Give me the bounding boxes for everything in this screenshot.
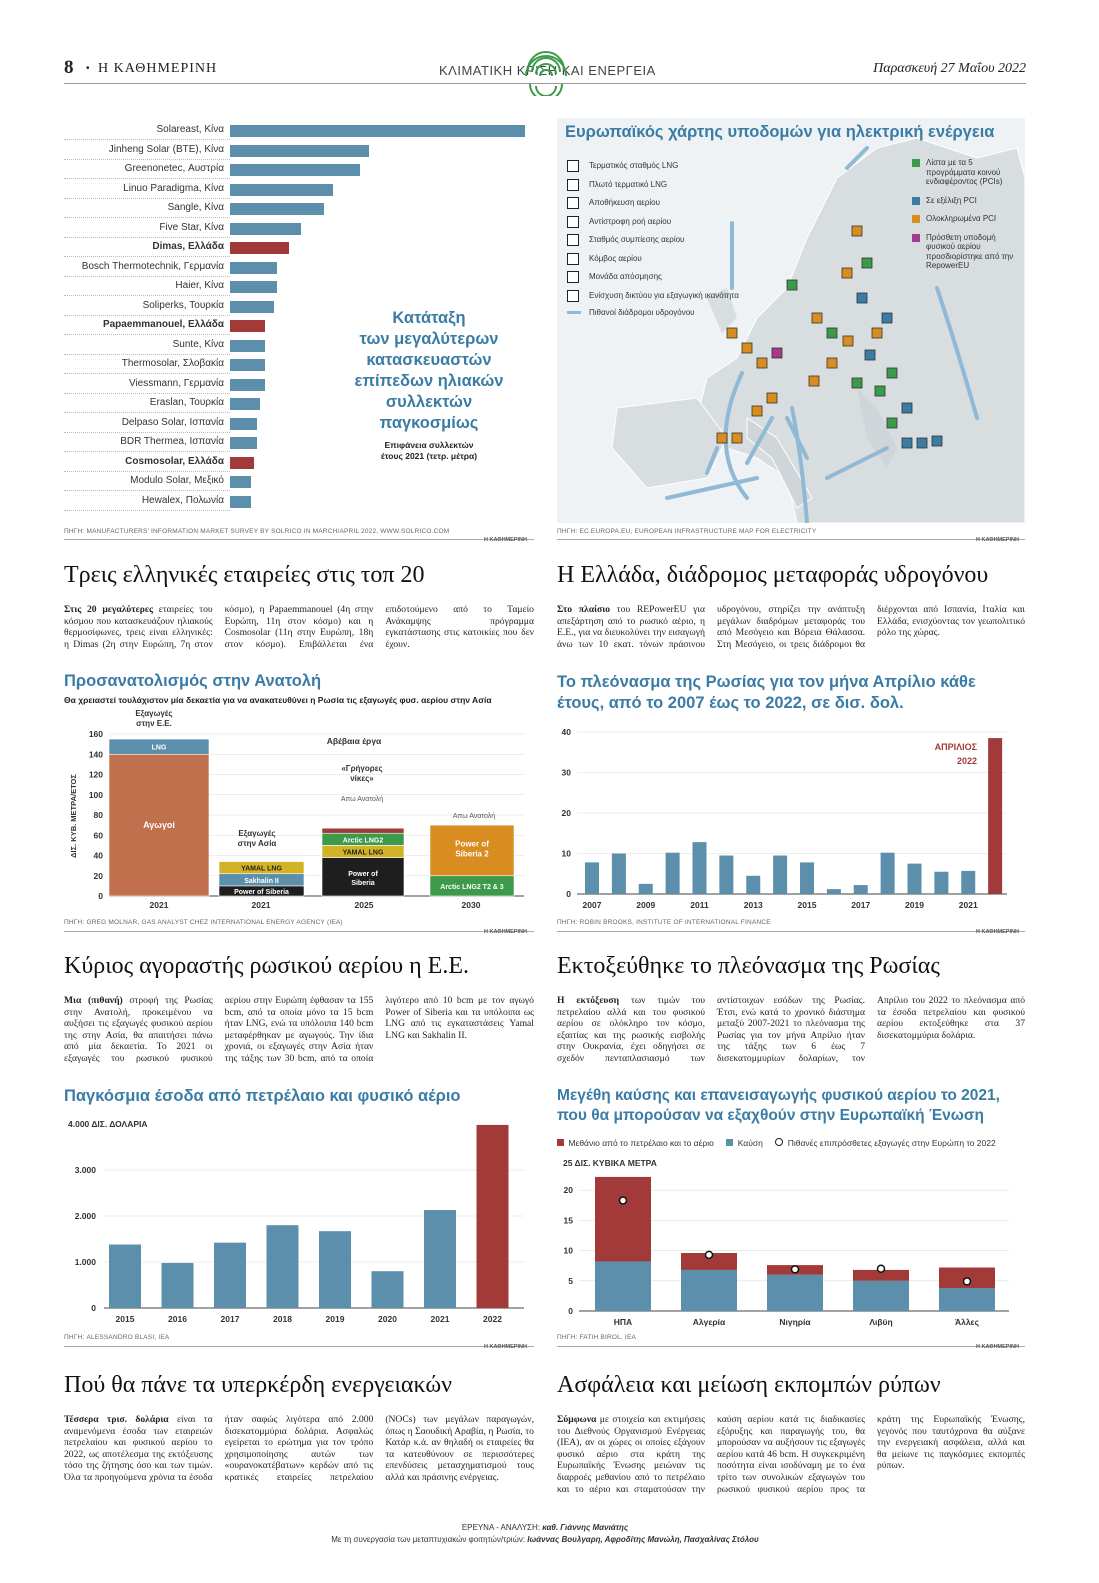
map-source: ΠΗΓΗ: EC.EUROPA.EU, EUROPEAN INFRASTRUCTURE MAP FOR ELECTRICITY: [557, 528, 817, 535]
map-legend-item: [567, 271, 739, 290]
surplus-source: ΠΗΓΗ: ROBIN BROOKS, INSTITUTE OF INTERNATIONAL FINANCE: [557, 919, 771, 926]
legend-text: Πλωτό τερματικό LNG: [589, 179, 668, 189]
bar: [230, 145, 369, 157]
fingerprint-logo-icon: [520, 40, 572, 96]
bar: [230, 203, 324, 215]
article-body: [64, 995, 534, 1067]
bar: [109, 1245, 141, 1308]
bar-label: BDR Thermea, Ισπανία: [120, 436, 224, 447]
annotation: Απω Ανατολή: [452, 813, 496, 820]
bar: [230, 125, 525, 137]
revenue-source: ΠΗΓΗ: ALESSANDRO BLASI, IEA: [64, 1334, 170, 1341]
x-tick-label: 2021: [251, 900, 271, 910]
legend-text: Αποθήκευση αερίου: [589, 198, 660, 208]
bar: [214, 1243, 246, 1308]
bar-label: Jinheng Solar (BTE), Κίνα: [108, 143, 224, 155]
row-divider: [64, 276, 230, 277]
infrastructure-icon: [567, 253, 579, 265]
y-tick-label: 60: [93, 830, 103, 841]
annotation: «Γρήγορες: [341, 764, 383, 773]
bar-segment: [767, 1275, 823, 1311]
y-tick-label: 140: [88, 749, 103, 760]
segment-label: LNG: [151, 744, 167, 752]
revenue-chart-title: Παγκόσμια έσοδα από πετρέλαιο και φυσικό αέριο: [64, 1087, 461, 1105]
y-tick-label: 5: [568, 1275, 573, 1286]
bar-label: Greenonetec, Αυστρία: [124, 163, 224, 174]
surplus-chart-title: [557, 672, 987, 714]
bar: [693, 842, 707, 894]
map-legend-list: [567, 160, 739, 327]
bar-label: Papaemmanouel, Ελλάδα: [102, 319, 224, 330]
segment-label: Αγωγοί: [143, 820, 175, 831]
segment-label: Power of: [455, 839, 489, 849]
bar: [477, 1125, 509, 1308]
solar-subtitle-line: Επιφάνεια συλλεκτών: [384, 440, 474, 450]
annotation: νίκες»: [350, 774, 374, 783]
bar: [230, 379, 265, 391]
y-tick-label: 0: [568, 1306, 573, 1316]
credit-label: Η ΚΑΘΗΜΕΡΙΝΗ: [976, 929, 1019, 935]
bar: [746, 876, 760, 894]
data-point: [620, 1197, 627, 1204]
bar: [230, 320, 265, 332]
legend-text: Λίστα με τα 5 προγράμματα κοινού ενδιαφέροντος (PCIs): [926, 158, 1003, 186]
solar-title-line: συλλεκτών: [385, 393, 473, 411]
bar: [827, 889, 841, 894]
row-divider: [64, 373, 230, 374]
article-text: εταιρείες του κόσμου που κατασκευάζουν ηλιακούς θερμοσίφωνες, τρεις είναι ελληνικές: η Dimas (2η στην Ευρώπη, 7η στον κόσμο), η Papaemmanouel (4η στην Ευρώπη, 11η στον κόσμο) και η Cosmosolar (11η στην Ευρώπη, 18η στον κόσμο). Επιβάλλεται ένα επιδοτούμενο από το Ταμείο Ανάκαμψης πρόγραμμα εγκατάστασης στις κατοικίες που δεν έχουν.: [64, 604, 534, 650]
bar-label: Modulo Solar, Μεξικό: [130, 475, 224, 486]
x-tick-label: Αλγερία: [692, 1317, 726, 1327]
x-tick-label: 2018: [273, 1314, 292, 1324]
surplus-chart: [557, 722, 1025, 916]
data-point: [964, 1278, 971, 1285]
bar: [908, 864, 922, 894]
bar-label: Bosch Thermotechnik, Γερμανία: [81, 260, 224, 272]
bar-label: Thermosolar, Σλοβακία: [121, 358, 224, 369]
bar: [961, 871, 975, 894]
row-divider: [64, 217, 230, 218]
y-tick-label: 100: [88, 789, 103, 800]
bullet-icon: •: [86, 63, 90, 74]
flaring-source: ΠΗΓΗ: FATIH BIROL, IEA: [557, 1334, 637, 1341]
annotation: Εξαγωγές: [135, 709, 173, 718]
row-divider: [64, 295, 230, 296]
map-legend-left: [567, 160, 739, 327]
row-divider: [64, 510, 230, 511]
y-tick-label: 1.000: [74, 1257, 96, 1267]
issue-date: Παρασκευή 27 Μαΐου 2022: [873, 61, 1026, 76]
segment-label: Sakhalin II: [244, 877, 279, 885]
bar-label: Linuo Paradigma, Κίνα: [123, 182, 224, 194]
divider: [557, 539, 1025, 540]
y-tick-label: 10: [563, 1245, 573, 1256]
y-tick-label: 120: [88, 769, 103, 780]
segment-label: Siberia: [351, 879, 375, 887]
bar: [230, 242, 289, 254]
solar-title-line: επίπεδων ηλιακών: [354, 372, 504, 390]
map-legend-item: [912, 233, 1022, 271]
annotation: Εξαγωγές: [238, 829, 276, 838]
revenue-chart: [64, 1112, 534, 1332]
row-divider: [64, 412, 230, 413]
bar: [230, 496, 251, 508]
east-chart: [64, 706, 534, 916]
legend-label: Μεθάνιο από το πετρέλαιο και το αέριο: [568, 1138, 714, 1148]
article-text: του REPowerEU για απεξάρτηση από το ρωσικό αέριο, η Ε.Ε., για να διευκολύνει την εισαγωγή άνω των 10 εκατ. τόνων πράσινου υδρογόνου, στηρίζει την ανάπτυξη μεγάλων διαδρόμων μεταφοράς του από Μεσόγειο και Βόρεια Θάλασσα. Στη Μεσόγειο, οι τρεις διάδρομοι θα διέρχονται από Ισπανία, Ιταλία και Ελλάδα, ενισχύοντας τον γεωπολιτικό ρόλο της χώρας.: [557, 604, 1025, 650]
row-divider: [64, 451, 230, 452]
bar: [881, 853, 895, 894]
bar: [319, 1231, 351, 1308]
y-tick-label: 160: [88, 729, 103, 739]
footer-line-1: [64, 1523, 1026, 1532]
bar: [230, 301, 274, 313]
annotation: στην Ε.Ε.: [136, 719, 172, 728]
row-divider: [64, 198, 230, 199]
divider: [64, 931, 534, 932]
x-tick-label: 2013: [743, 900, 763, 910]
headline: Ασφάλεια και μείωση εκπομπών ρύπων: [557, 1372, 941, 1398]
map-legend-list: [912, 158, 1022, 271]
x-tick-label: 2016: [168, 1314, 187, 1324]
map-legend-item: [567, 234, 739, 253]
legend-label: Πιθανές επιπρόσθετες εξαγωγές στην Ευρώπη το 2022: [787, 1138, 996, 1148]
x-tick-label: 2017: [220, 1314, 240, 1324]
footer-line-2: [64, 1535, 1026, 1544]
article-lead: Σύμφωνα: [557, 1414, 597, 1425]
flaring-legend: [557, 1133, 1025, 1151]
article-body: [64, 604, 534, 652]
infrastructure-icon: [567, 216, 579, 228]
row-divider: [64, 256, 230, 257]
x-tick-label: 2011: [690, 900, 709, 910]
article-text: των τιμών του πετρελαίου αλλά και του φυσικού αερίου σε ολόκληρο τον κόσμο, εξαιτίας και της ρωσικής εισβολής στην Ουκρανία, έχει οδηγήσει σε σχεδόν πενταπλασιασμό των αντίστοιχων εσόδων της Ρωσίας. Έτσι, ενώ κατά το χρονικό διάστημα μεταξύ 2007-2021 το πλεόνασμα της Ρωσίας για τον μήνα Απρίλιο ήταν της τάξης των 6 έως 7 δισεκατομμυρίων δολαρίων, τον Απρίλιο του 2022 το πλεόνασμα από τα έσοδα πετρελαίου και φυσικού αερίου εκτοξεύθηκε στα 37 δισεκατομμύρια δολάρια.: [557, 995, 1025, 1064]
bar-label: Eraslan, Τουρκία: [149, 397, 224, 408]
credit-label: Η ΚΑΘΗΜΕΡΙΝΗ: [484, 537, 527, 543]
map-legend-item: [567, 253, 739, 272]
solar-title-line: παγκοσμίως: [379, 414, 479, 432]
x-tick-label: 2020: [378, 1314, 397, 1324]
bar: [230, 340, 265, 352]
solar-chart-title: [319, 308, 539, 462]
legend-swatch: [557, 1139, 564, 1146]
x-tick-label: 2022: [483, 1314, 502, 1324]
article-lead: Στις 20 μεγαλύτερες: [64, 604, 154, 615]
footer-prefix: ΕΡΕΥΝΑ - ΑΝΑΛΥΣΗ:: [461, 1523, 543, 1532]
bar-label: Delpaso Solar, Ισπανία: [121, 416, 224, 428]
legend-text: Κόμβος αερίου: [589, 253, 642, 263]
bar-segment: [939, 1288, 995, 1311]
x-tick-label: Λιβύη: [869, 1317, 893, 1327]
map-legend-item: [912, 196, 1022, 206]
legend-text: Ολοκληρωμένα PCI: [926, 214, 997, 223]
data-point: [878, 1265, 885, 1272]
bar: [934, 872, 948, 894]
east-chart-subtitle: Θα χρειαστεί τουλάχιστον μία δεκαετία για να ανακατευθύνει η Ρωσία τις εξαγωγές φυσ. αερίου στην Ασία: [64, 695, 492, 705]
legend-text: Αντίστροφη ροή αερίου: [589, 216, 672, 226]
row-divider: [64, 159, 230, 160]
x-tick-label: ΗΠΑ: [613, 1317, 633, 1327]
data-point: [706, 1251, 713, 1258]
infrastructure-icon: [567, 197, 579, 209]
segment-label: YAMAL LNG: [342, 849, 384, 857]
solar-title-line: κατασκευαστών: [366, 351, 492, 369]
y-tick-label: 0: [566, 889, 571, 899]
legend-text: Ενίσχυση δικτύου για εξαγωγική ικανότητα: [589, 290, 739, 300]
article-body: [64, 1414, 534, 1498]
europe-map: [557, 118, 1025, 523]
x-tick-label: 2019: [325, 1314, 345, 1324]
bar-segment: [681, 1270, 737, 1311]
infrastructure-icon: [567, 271, 579, 283]
bar: [854, 885, 868, 894]
data-point: [792, 1266, 799, 1273]
map-legend-item: [567, 308, 739, 327]
map-legend-item: [912, 214, 1022, 224]
row-divider: [64, 354, 230, 355]
map-legend-item: [912, 158, 1022, 187]
bar: [230, 457, 254, 469]
headline: Τρεις ελληνικές εταιρείες στις τοπ 20: [64, 562, 425, 588]
x-tick-label: Νιγηρία: [779, 1317, 811, 1327]
annotation: στην Ασία: [237, 839, 277, 848]
y-tick-label: 3.000: [74, 1165, 96, 1175]
flaring-chart-title: [557, 1086, 1025, 1126]
bar-label: Sangle, Κίνα: [167, 202, 224, 213]
bar: [230, 418, 257, 430]
annotation: ΑΠΡΙΛΙΟΣ: [934, 742, 977, 752]
bar-segment: [595, 1261, 651, 1311]
legend-text: Μονάδα απόσμησης: [589, 272, 662, 282]
bar-label: Dimas, Ελλάδα: [152, 241, 224, 252]
segment-label: Arctic LNG2 T2 & 3: [440, 883, 504, 891]
y-tick-label: 2.000: [74, 1211, 96, 1221]
footer-name: καθ. Γιάννης Μανιάτης: [542, 1523, 629, 1532]
bar: [230, 359, 265, 371]
credit-label: Η ΚΑΘΗΜΕΡΙΝΗ: [484, 1344, 527, 1350]
bar: [988, 738, 1002, 894]
article-text: είναι τα αναμενόμενα έσοδα των εταιρειών πετρελαίου και φυσικού αερίου το 2022, ως αποτέλεσμα της εκτόξευσης τόσο της ζήτησης όσο και των τιμών. Όλα τα προηγούμενα χρόνια τα έσοδα ήταν σαφώς λιγότερα από 2.000 δισεκατομμύρια δολάρια. Ασφαλώς εγείρεται το ερώτημα για τον τρόπο χρησιμοποίησης αυτών των «ουρανοκατέβατων» κερδών από τις κρατικές εταιρείες πετρελαίου (NOCs) των μεγάλων παραγωγών, όπως η Σαουδική Αραβία, η Ρωσία, το Κατάρ κ.ά. αν θηλαδή οι εταιρείες θα τα κατευθύνουν σε περισσότερες επενδύσεις μετασχηματισμού τους αλλά και πράσινης ενέργειας.: [64, 1414, 534, 1483]
map-legend-right: [912, 158, 1022, 280]
x-tick-label: 2015: [797, 900, 817, 910]
annotation: Απω Ανατολή: [340, 796, 384, 803]
bar: [230, 476, 251, 488]
footer-prefix: Με τη συνεργασία των μεταπτυχιακών φοιτητών/τριών:: [331, 1535, 528, 1544]
y-axis-label: 4.000 ΔΙΣ. ΔΟΛΑΡΙΑ: [68, 1119, 148, 1129]
y-tick-label: 15: [563, 1215, 573, 1226]
article-lead: Στο πλαίσιο: [557, 604, 611, 615]
divider: [557, 931, 1025, 932]
infrastructure-icon: [567, 290, 579, 302]
headline: Εκτοξεύθηκε το πλεόνασμα της Ρωσίας: [557, 953, 940, 979]
bar: [424, 1210, 456, 1308]
bar: [230, 164, 360, 176]
credit-label: Η ΚΑΘΗΜΕΡΙΝΗ: [976, 1344, 1019, 1350]
x-tick-label: 2009: [636, 900, 656, 910]
map-legend-item: [567, 160, 739, 179]
y-tick-label: 40: [561, 727, 571, 737]
bar-label: Sunte, Κίνα: [172, 338, 224, 350]
x-tick-label: 2007: [582, 900, 602, 910]
infrastructure-icon: [567, 234, 579, 246]
legend-text: Σε εξέλιξη PCI: [926, 195, 977, 205]
headline: Η Ελλάδα, διάδρομος μεταφοράς υδρογόνου: [557, 562, 989, 588]
row-divider: [64, 471, 230, 472]
x-tick-label: 2017: [851, 900, 871, 910]
y-tick-label: 20: [93, 870, 103, 881]
infrastructure-icon: [567, 160, 579, 172]
annotation: 2022: [956, 756, 977, 766]
bar-segment: [853, 1281, 909, 1311]
divider: [557, 1346, 1025, 1347]
bar: [666, 853, 680, 894]
bar-label: Solareast, Κίνα: [156, 124, 224, 135]
newspaper-name: Η ΚΑΘΗΜΕΡΙΝΗ: [98, 61, 218, 76]
segment-label: Power of: [348, 870, 378, 878]
map-legend-item: [567, 197, 739, 216]
bar: [800, 862, 814, 894]
article-text: στροφή της Ρωσίας στην Ανατολή, προκειμένου να αυξήσει τις εξαγωγές φυσικού αερίου της στην Ασία, θα απαιτήσει πάνω από μία δεκαετία. Το 2021 οι εξαγωγές του ρωσικού φυσικού αερίου στην Ευρώπη έφθασαν τα 155 bcm, από τα οποία μόνο τα 15 bcm ήταν LNG, ενώ τα υπόλοιπα 140 bcm μεταφέρθηκαν με αγωγούς. Την ίδια χρονιά, οι εξαγωγές στην Ασία ήταν της τάξης των 30 bcm, από τα οποία λιγότερο από 10 bcm με τον αγωγό Power of Siberia και τα υπόλοιπα ως LNG από τις εγκαταστάσεις Yamal LNG και Sakhalin II.: [64, 995, 534, 1064]
bar: [230, 281, 277, 293]
bar: [230, 437, 257, 449]
arrow-icon: [567, 311, 581, 314]
surplus-title-text: Το πλεόνασμα της Ρωσίας για τον μήνα Απρίλιο κάθε έτους, από το 2007 έως το 2022, σε δισ. δολ.: [557, 673, 976, 712]
bar-label: Hewalex, Πολωνία: [141, 494, 224, 506]
article-body: [557, 995, 1025, 1067]
credit-label: Η ΚΑΘΗΜΕΡΙΝΗ: [976, 537, 1019, 543]
legend-swatch: [726, 1139, 733, 1146]
row-divider: [64, 315, 230, 316]
x-tick-label: 2025: [354, 900, 374, 910]
page-number: 8: [64, 57, 74, 78]
row-divider: [64, 490, 230, 491]
x-tick-label: 2030: [461, 900, 481, 910]
bar: [230, 184, 333, 196]
article-lead: Μια (πιθανή): [64, 995, 123, 1006]
map-legend-item: [567, 179, 739, 198]
bar: [612, 854, 626, 895]
article-lead: Η εκτόξευση: [557, 995, 620, 1006]
row-divider: [64, 178, 230, 179]
annotation: Αβέβαια έργα: [326, 736, 382, 746]
bar: [372, 1271, 404, 1308]
bar-label: Cosmosolar, Ελλάδα: [125, 455, 224, 467]
section-title: ΚΛΙΜΑΤΙΚΗ ΚΡΙΣΗ ΚΑΙ ΕΝΕΡΓΕΙΑ: [439, 63, 656, 78]
y-tick-label: 10: [561, 848, 571, 859]
article-text: με στοιχεία και εκτιμήσεις του Διεθνούς Οργανισμού Ενέργειας (IEA), αν οι χώρες οι οποίες εξάγουν φυσικό αέριο στα κράτη της Ευρωπαϊκής Ένωσης μειώναν τις διαρροές μεθανίου από το πετρέλαιο και το αέριο και σταματούσαν την καύση αερίου κατά τις διαδικασίες εξόρυξης και παραγωγής του, θα μπορούσαν να αυξήσουν τις εξαγωγές αερίου κατά 46 bcm. Η συγκεκριμένη ποσότητα είναι ισοδύναμη με το ένα τρίτο των συνολικών εξαγωγών του ρωσικού φυσικού αερίου προς τα κράτη της Ευρωπαϊκής Ένωσης, γεγονός που ταυτόχρονα θα αύξανε την ενεργειακή ασφάλεια, αλλά και θα μείωνε τις παγκόσμιες εκπομπές ρύπων.: [557, 1414, 1025, 1495]
row-divider: [64, 432, 230, 433]
segment-label: Siberia 2: [455, 849, 489, 859]
map-legend-item: [567, 216, 739, 235]
infrastructure-icon: [567, 179, 579, 191]
east-chart-title: Προσανατολισμός στην Ανατολή: [64, 672, 322, 690]
map-title: Ευρωπαϊκός χάρτης υποδομών για ηλεκτρική ενέργεια: [565, 123, 995, 141]
segment-label: Arctic LNG2: [342, 837, 384, 845]
bar-label: Viessmann, Γερμανία: [128, 377, 224, 389]
y-tick-label: 20: [563, 1185, 573, 1196]
east-source: ΠΗΓΗ: GREG MOLNAR, GAS ANALYST CHEZ INTERNATIONAL ENERGY AGENCY (IEA): [64, 919, 343, 926]
legend-swatch: [912, 234, 920, 242]
x-tick-label: 2021: [958, 900, 978, 910]
headline: Κύριος αγοραστής ρωσικού αερίου η Ε.Ε.: [64, 953, 469, 979]
y-tick-label: 30: [561, 767, 571, 778]
legend-text: Πιθανοί διάδρομοι υδρογόνου: [589, 308, 695, 317]
legend-text: Σταθμός συμπίεσης αερίου: [589, 235, 685, 245]
bar: [639, 884, 653, 894]
bar: [162, 1263, 194, 1308]
article-body: [557, 604, 1025, 652]
map-legend-item: [567, 290, 739, 309]
segment-label: Power of Siberia: [234, 888, 289, 896]
row-divider: [64, 393, 230, 394]
bar: [773, 856, 787, 894]
bar: [719, 856, 733, 894]
solar-subtitle-line: έτους 2021 (τετρ. μέτρα): [380, 451, 478, 461]
legend-text: Τερματικός σταθμός LNG: [589, 161, 679, 171]
solar-source: ΠΗΓΗ: MANUFACTURERS' INFORMATION MARKET SURVEY BY SOLRICO IN MARCH/APRIL 2022, WWW.SOLRICO.COM: [64, 528, 450, 535]
solar-ranking-chart: [64, 120, 534, 520]
y-axis-label: ΔΙΣ. ΚΥΒ. ΜΕΤΡΑ/ΕΤΟΣ: [69, 774, 78, 858]
y-tick-label: 0: [98, 891, 103, 901]
bar-segment: [595, 1177, 651, 1262]
row-divider: [64, 334, 230, 335]
x-tick-label: 2019: [905, 900, 924, 910]
y-tick-label: 0: [91, 1303, 96, 1313]
bar: [585, 862, 599, 894]
bar: [267, 1225, 299, 1308]
y-axis-label: 25 ΔΙΣ. ΚΥΒΙΚΑ ΜΕΤΡΑ: [563, 1158, 657, 1168]
flaring-title-text: Μεγέθη καύσης και επανεισαγωγής φυσικού αερίου το 2021, που θα μπορούσαν να εξαχθούν στην Ευρωπαϊκή Ένωση: [557, 1087, 1000, 1124]
credit-label: Η ΚΑΘΗΜΕΡΙΝΗ: [484, 929, 527, 935]
solar-title-line: των μεγαλύτερων: [359, 330, 499, 348]
bar: [230, 262, 277, 274]
footer-names: Ιωάννας Βουλγαρη, Αφροδίτης Μανώλη, Πασχαλίνας Στόλου: [527, 1535, 759, 1544]
bar: [230, 223, 301, 235]
solar-subtitle: [319, 440, 539, 462]
y-tick-label: 20: [561, 808, 571, 818]
legend-text: Πρόσθετη υποδομή φυσικού αερίου προσδιορίστηκε από την RepowerEU: [926, 232, 1014, 270]
article-lead: Τέσσερα τρισ. δολάρια: [64, 1414, 169, 1425]
segment-label: YAMAL LNG: [241, 865, 282, 873]
bar-segment: [322, 828, 404, 833]
legend-swatch: [912, 215, 920, 223]
solar-title-line: Κατάταξη: [392, 309, 466, 327]
legend-swatch: [912, 197, 920, 205]
x-tick-label: 2015: [115, 1314, 135, 1324]
x-tick-label: 2021: [149, 900, 169, 910]
row-divider: [64, 139, 230, 140]
legend-label: Καύση: [737, 1138, 763, 1148]
bar-label: Soliperks, Τουρκία: [142, 299, 224, 311]
flaring-chart: [557, 1152, 1025, 1332]
article-body: [557, 1414, 1025, 1498]
x-tick-label: 2021: [430, 1314, 450, 1324]
divider: [64, 1346, 534, 1347]
row-divider: [64, 237, 230, 238]
headline: Πού θα πάνε τα υπερκέρδη ενεργειακών: [64, 1372, 453, 1398]
bar-label: Haier, Κίνα: [175, 280, 224, 291]
divider: [64, 539, 534, 540]
legend-swatch: [912, 159, 920, 167]
bar-label: Five Star, Κίνα: [159, 221, 224, 233]
x-tick-label: Άλλες: [954, 1317, 980, 1327]
bar: [230, 398, 260, 410]
y-tick-label: 80: [93, 810, 103, 820]
y-tick-label: 40: [93, 850, 103, 861]
legend-marker-icon: [775, 1138, 783, 1146]
